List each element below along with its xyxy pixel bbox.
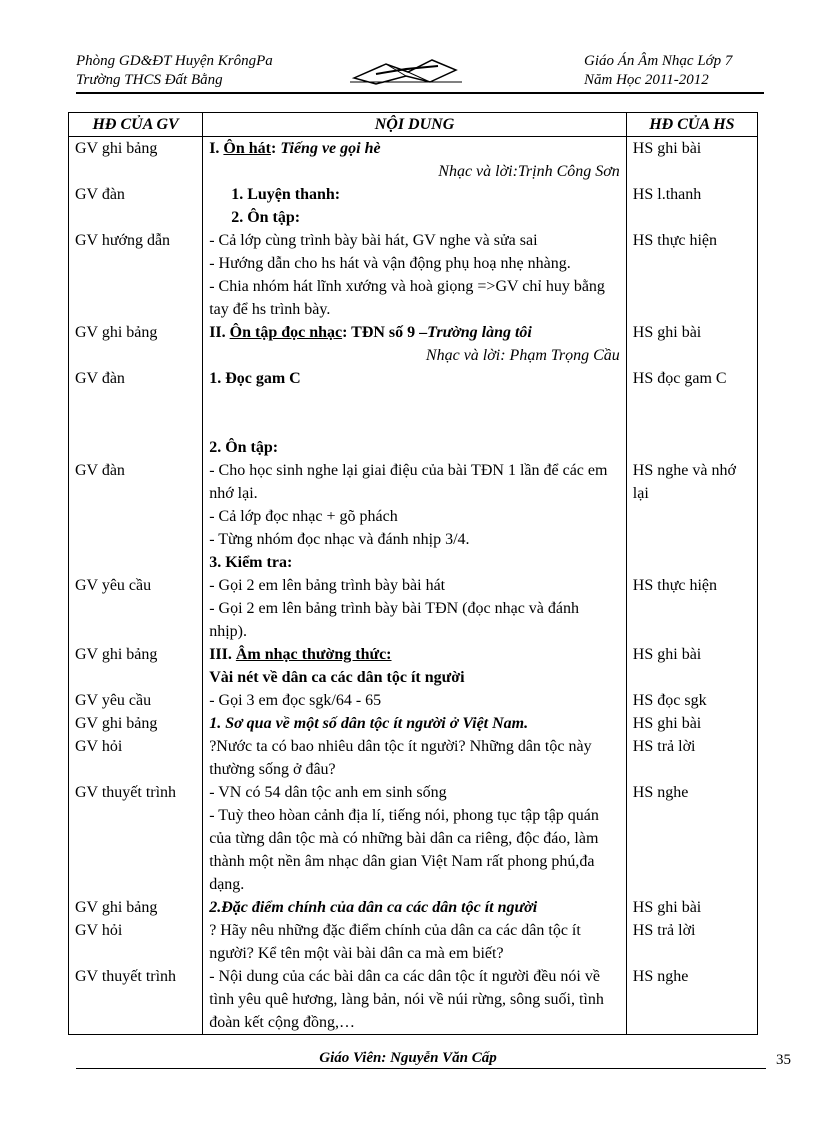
teacher-activity: GV ghi bảng: [69, 321, 203, 367]
page-header: [76, 52, 764, 94]
content-line: - VN có 54 dân tộc anh em sinh sống: [209, 784, 447, 801]
content-line: - Cả lớp cùng trình bày bài hát, GV nghe và sửa sai: [209, 232, 538, 249]
page-number: 35: [776, 1052, 791, 1068]
content-line: - Chia nhóm hát lĩnh xướng và hoà giọng =>GV chỉ huy bằng tay để hs trình bày.: [209, 278, 605, 318]
teacher-activity: GV ghi bảng: [69, 643, 203, 689]
footer-divider: [76, 1068, 766, 1069]
header-left: [76, 52, 273, 90]
content-cell: [203, 137, 627, 184]
content-line: - Tuỳ theo hòan cảnh địa lí, tiếng nói, phong tục tập tập quán của từng dân tộc mà có những bài dân ca riêng, độc đáo, làm thành một nền âm nhạc dân gian Việt Nam rất phong phú,đa dạng.: [209, 807, 599, 893]
table-row: [69, 965, 758, 1035]
content-cell: [203, 321, 627, 367]
content-line: - Hướng dẫn cho hs hát và vận động phụ hoạ nhẹ nhàng.: [209, 255, 571, 272]
teacher-activity: GV ghi bảng: [69, 712, 203, 735]
section-heading: II. Ôn tập đọc nhạc: TĐN số 9 –Trường làng tôi: [209, 324, 532, 341]
table-row: [69, 689, 758, 712]
col-teacher-header: HĐ CỦA GV: [69, 113, 203, 137]
student-activity: HS ghi bài: [626, 712, 757, 735]
col-content-header: NỘI DUNG: [203, 113, 627, 137]
content-line: - Nội dung của các bài dân ca các dân tộc ít người đều nói về tình yêu quê hương, làng bản, nói về núi rừng, sông suối, tình đoàn kết cộng đồng,…: [209, 968, 604, 1031]
section-heading: I. Ôn hát: Tiếng ve gọi hè: [209, 140, 381, 157]
student-activity: HS trả lời: [626, 735, 757, 781]
lesson-plan-table: [68, 112, 758, 1035]
book-quill-icon: [346, 56, 466, 86]
table-row: [69, 643, 758, 689]
department-name: Phòng GD&ĐT Huyện KrôngPa: [76, 53, 273, 69]
content-line: - Gọi 2 em lên bảng trình bày bài hát: [209, 577, 446, 594]
content-line: 2. Ôn tập:: [209, 439, 279, 456]
content-cell: [203, 459, 627, 574]
table-row: [69, 459, 758, 574]
student-activity: HS nghe: [626, 965, 757, 1035]
content-cell: [203, 965, 627, 1035]
content-line: 2.Đặc điểm chính của dân ca các dân tộc ít người: [209, 899, 538, 916]
content-line: - Cho học sinh nghe lại giai điệu của bài TĐN 1 lần để các em nhớ lại.: [209, 462, 608, 502]
content-line: ?Nước ta có bao nhiêu dân tộc ít người? Những dân tộc này thường sống ở đâu?: [209, 738, 592, 778]
content-cell: [203, 229, 627, 321]
subject-title: Giáo Án Âm Nhạc Lớp 7: [584, 53, 733, 69]
table-row: [69, 574, 758, 643]
content-cell: [203, 735, 627, 781]
spacer: [209, 390, 620, 436]
content-cell: [203, 643, 627, 689]
table-row: [69, 229, 758, 321]
table-row: [69, 896, 758, 919]
content-line: 2. Ôn tập:: [231, 209, 301, 226]
content-cell: [203, 367, 627, 459]
content-line: - Gọi 2 em lên bảng trình bày bài TĐN (đọc nhạc và đánh nhịp).: [209, 600, 580, 640]
content-line: - Từng nhóm đọc nhạc và đánh nhịp 3/4.: [209, 531, 470, 548]
song-author: Nhạc và lời:Trịnh Công Sơn: [438, 163, 620, 180]
table-header-row: [69, 113, 758, 137]
content-cell: [203, 689, 627, 712]
school-name: Trường THCS Đất Bằng: [76, 72, 223, 88]
col-student-header: HĐ CỦA HS: [626, 113, 757, 137]
content-line: 1. Sơ qua về một số dân tộc ít người ở Việt Nam.: [209, 715, 529, 732]
teacher-activity: GV hỏi: [69, 735, 203, 781]
teacher-activity: GV hướng dẫn: [69, 229, 203, 321]
table-row: [69, 183, 758, 229]
teacher-activity: GV đàn: [69, 367, 203, 459]
student-activity: HS đọc gam C: [626, 367, 757, 459]
student-activity: HS ghi bài: [626, 137, 757, 184]
content-line: - Cả lớp đọc nhạc + gõ phách: [209, 508, 398, 525]
table-row: [69, 735, 758, 781]
song-author: Nhạc và lời: Phạm Trọng Cầu: [425, 347, 620, 364]
header-right: [584, 52, 732, 90]
teacher-activity: GV thuyết trình: [69, 965, 203, 1035]
table-row: [69, 321, 758, 367]
content-cell: [203, 712, 627, 735]
teacher-activity: GV đàn: [69, 459, 203, 574]
student-activity: HS trả lời: [626, 919, 757, 965]
teacher-activity: GV đàn: [69, 183, 203, 229]
content-line: - Gọi 3 em đọc sgk/64 - 65: [209, 692, 382, 709]
content-cell: [203, 183, 627, 229]
content-line: 1. Luyện thanh:: [231, 186, 341, 203]
student-activity: HS đọc sgk: [626, 689, 757, 712]
section-heading: III. Âm nhạc thường thức:: [209, 646, 392, 663]
content-line: Vài nét về dân ca các dân tộc ít người: [209, 669, 465, 686]
content-cell: [203, 896, 627, 919]
table-row: [69, 137, 758, 184]
content-cell: [203, 574, 627, 643]
school-year: Năm Học 2011-2012: [584, 72, 709, 88]
table-row: [69, 712, 758, 735]
student-activity: HS ghi bài: [626, 643, 757, 689]
student-activity: HS thực hiện: [626, 574, 757, 643]
content-line: ? Hãy nêu những đặc điểm chính của dân ca các dân tộc ít người? Kể tên một vài bài dân ca mà em biết?: [209, 922, 581, 962]
table-row: [69, 781, 758, 896]
content-line: 3. Kiểm tra:: [209, 554, 293, 571]
student-activity: HS nghe và nhớ lại: [626, 459, 757, 574]
student-activity: HS ghi bài: [626, 896, 757, 919]
table-row: [69, 367, 758, 459]
teacher-activity: GV hỏi: [69, 919, 203, 965]
footer-teacher: Giáo Viên: Nguyễn Văn Cấp: [319, 1050, 497, 1066]
teacher-activity: GV ghi bảng: [69, 896, 203, 919]
table-row: [69, 919, 758, 965]
student-activity: HS l.thanh: [626, 183, 757, 229]
student-activity: HS ghi bài: [626, 321, 757, 367]
student-activity: HS thực hiện: [626, 229, 757, 321]
teacher-activity: GV thuyết trình: [69, 781, 203, 896]
student-activity: HS nghe: [626, 781, 757, 896]
teacher-activity: GV ghi bảng: [69, 137, 203, 184]
content-cell: [203, 919, 627, 965]
teacher-activity: GV yêu cầu: [69, 689, 203, 712]
content-cell: [203, 781, 627, 896]
content-line: 1. Đọc gam C: [209, 370, 301, 387]
teacher-activity: GV yêu cầu: [69, 574, 203, 643]
header-divider: [76, 92, 764, 94]
